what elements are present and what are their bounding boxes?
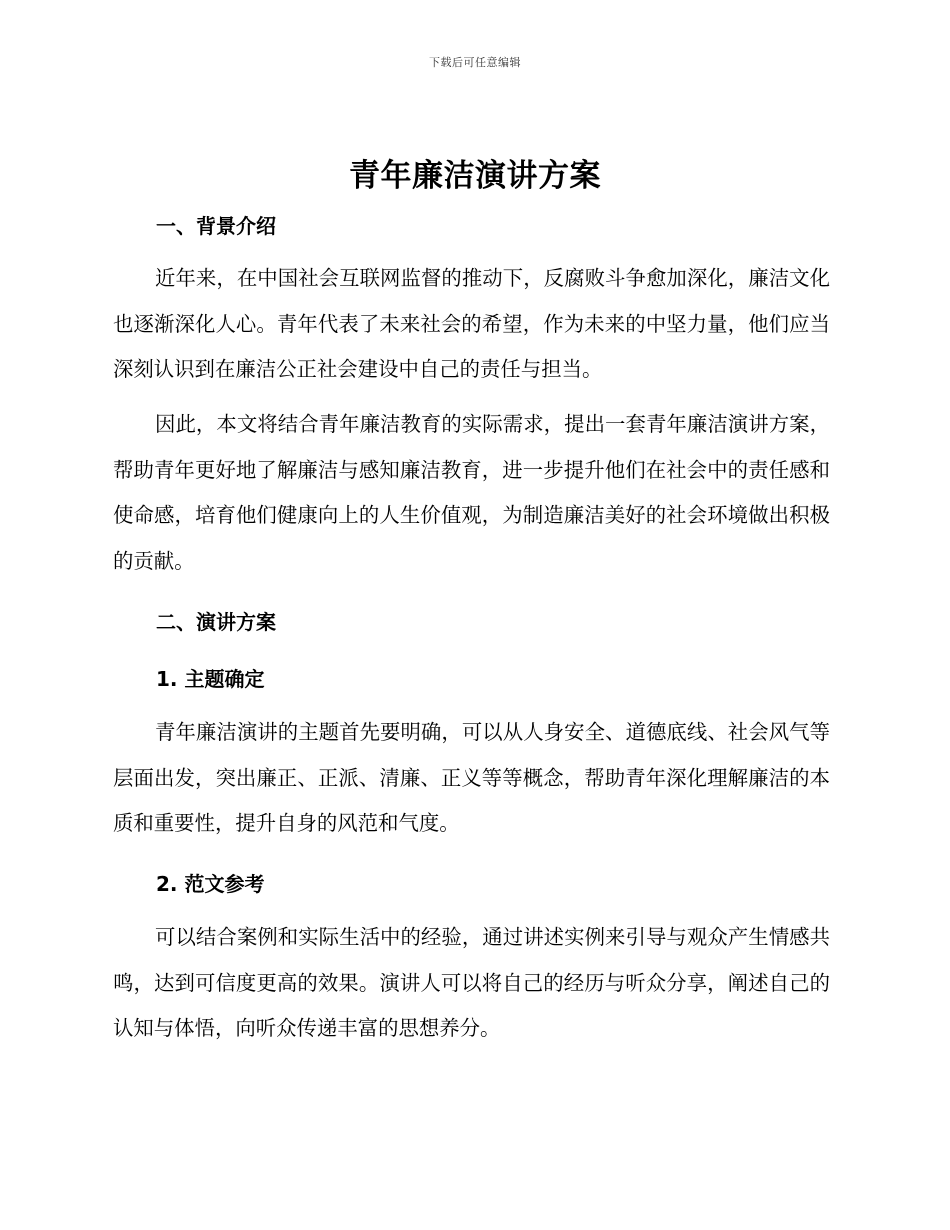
paragraph-background-2: 因此，本文将结合青年廉洁教育的实际需求，提出一套青年廉洁演讲方案，帮助青年更好地了解廉洁与感知廉洁教育，进一步提升他们在社会中的责任感和使命感，培育他们健康向上的人生价值观，为制造廉洁美好的社会环境做出积极的贡献。 [113, 412, 830, 573]
paragraph-background-1: 近年来，在中国社会互联网监督的推动下，反腐败斗争愈加深化，廉洁文化也逐渐深化人心。青年代表了未来社会的希望，作为未来的中坚力量，他们应当深刻认识到在廉洁公正社会建设中自己的责任与担当。 [113, 266, 830, 381]
section-heading-speech-plan: 二、演讲方案 [156, 610, 276, 634]
paragraph-reference: 可以结合案例和实际生活中的经验，通过讲述实例来引导与观众产生情感共鸣，达到可信度更高的效果。演讲人可以将自己的经历与听众分享，阐述自己的认知与体悟，向听众传递丰富的思想养分。 [113, 925, 830, 1040]
section-heading-background: 一、背景介绍 [156, 214, 276, 238]
subsection-heading-theme: 1. 主题确定 [156, 667, 265, 691]
subsection-heading-reference: 2. 范文参考 [156, 872, 265, 896]
document-title: 青年廉洁演讲方案 [349, 158, 601, 194]
paragraph-theme: 青年廉洁演讲的主题首先要明确，可以从人身安全、道德底线、社会风气等层面出发，突出廉正、正派、清廉、正义等等概念，帮助青年深化理解廉洁的本质和重要性，提升自身的风范和气度。 [113, 720, 830, 835]
page-header-note: 下载后可任意编辑 [429, 56, 521, 69]
